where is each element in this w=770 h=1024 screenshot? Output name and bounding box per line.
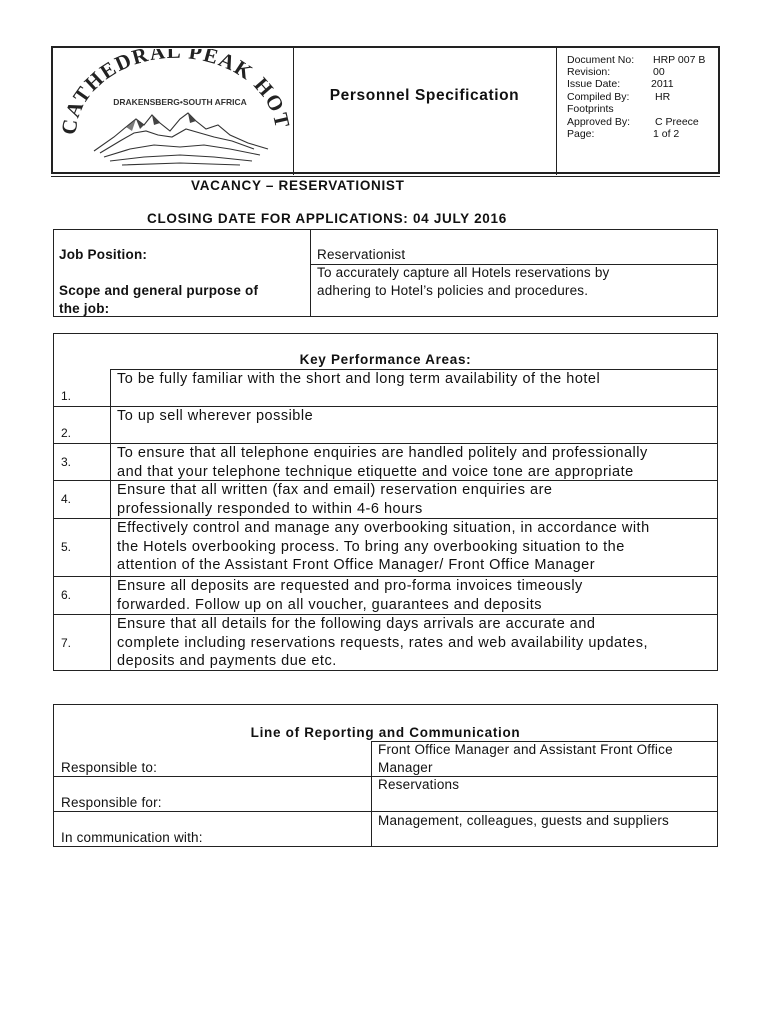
responsible-to-label: Responsible to: [61, 760, 158, 775]
kpa-number-divider [110, 369, 111, 671]
meta-page-value: 1 of 2 [653, 128, 680, 140]
job-position-value: Reservationist [317, 247, 406, 262]
kpa-row-number: 6. [61, 588, 72, 602]
header-bottom-rule [51, 176, 720, 177]
kpa-row-text: professionally responded to within 4-6 hours [117, 500, 423, 517]
meta-document-no-value: HRP 007 B [653, 54, 706, 66]
meta-approved-by-value: C Preece [655, 116, 699, 128]
hotel-logo-graphic [54, 49, 292, 173]
responsible-to-value-line-1: Front Office Manager and Assistant Front Office [378, 742, 673, 757]
responsible-for-value: Reservations [378, 777, 460, 792]
document-title: Personnel Specification [329, 87, 520, 104]
kpa-row-text: deposits and payments due etc. [117, 653, 337, 669]
scope-label-line-1: Scope and general purpose of [59, 283, 259, 298]
kpa-row-number: 7. [61, 636, 72, 650]
vacancy-heading: VACANCY – RESERVATIONIST [191, 178, 405, 193]
svg-text:CATHEDRAL PEAK HOTEL: CATHEDRAL PEAK HO [56, 49, 290, 137]
meta-document-no-label: Document No: [567, 54, 635, 66]
meta-compiled-by-label: Compiled By: [567, 91, 630, 103]
scope-value-line-2: adhering to Hotel’s policies and procedures. [317, 283, 589, 298]
closing-date-heading: CLOSING DATE FOR APPLICATIONS: 04 JULY 2016 [147, 211, 507, 226]
kpa-row-text: To up sell wherever possible [117, 408, 314, 424]
kpa-row-number: 4. [61, 492, 72, 506]
hotel-logo [54, 49, 292, 173]
kpa-row-text: Ensure all deposits are requested and pro-forma invoices timeously [117, 578, 583, 594]
kpa-row-text: To be fully familiar with the short and long term availability of the hotel [117, 371, 601, 387]
scope-label-line-2: the job: [59, 301, 110, 316]
kpa-row-text: the Hotels overbooking process. To bring any overbooking situation to the [117, 538, 625, 555]
scope-value-line-1: To accurately capture all Hotels reservations by [317, 265, 610, 280]
kpa-row-number: 1. [61, 389, 72, 403]
header-divider-right [556, 47, 557, 175]
meta-approved-by-label: Approved By: [567, 116, 631, 128]
svg-text:DRAKENSBERG•SOUTH AFRICA: DRAKENSBERG•SOUTH AFRICA [113, 97, 247, 107]
kpa-row-text: attention of the Assistant Front Office Manager/ Front Office Manager [117, 557, 596, 573]
kpa-heading: Key Performance Areas: [299, 352, 472, 367]
kpa-row-text: Ensure that all details for the following days arrivals are accurate and [117, 616, 596, 632]
kpa-row-text: complete including reservations requests, rates and web availability updates, [117, 634, 648, 651]
kpa-row-text: Ensure that all written (fax and email) reservation enquiries are [117, 482, 553, 498]
meta-page-label: Page: [567, 128, 595, 140]
responsible-to-value-line-2: Manager [378, 760, 433, 775]
reporting-heading: Line of Reporting and Communication [250, 725, 521, 740]
meta-compiled-by-value: HR [655, 91, 671, 103]
meta-issue-date-label: Issue Date: [567, 78, 621, 90]
meta-issue-date-value: 2011 [651, 78, 674, 90]
in-communication-with-value: Management, colleagues, guests and suppliers [378, 813, 669, 828]
kpa-row-text: forwarded. Follow up on all voucher, guarantees and deposits [117, 596, 542, 613]
job-table-divider [310, 229, 311, 317]
meta-revision-label: Revision: [567, 66, 611, 78]
meta-compiled-by-extra: Footprints [567, 103, 614, 115]
kpa-row-number: 3. [61, 455, 72, 469]
in-communication-with-label: In communication with: [61, 830, 203, 845]
kpa-row-number: 5. [61, 540, 72, 554]
job-position-label: Job Position: [59, 247, 148, 262]
meta-revision-value: 00 [653, 66, 665, 78]
header-divider-left [293, 47, 294, 175]
responsible-for-label: Responsible for: [61, 795, 162, 810]
kpa-row-number: 2. [61, 426, 72, 440]
kpa-row-text: To ensure that all telephone enquiries are handled politely and professionally [117, 445, 648, 461]
kpa-row-text: Effectively control and manage any overbooking situation, in accordance with [117, 520, 650, 536]
reporting-rule-2 [53, 811, 718, 812]
reporting-value-divider [371, 741, 372, 847]
kpa-row-text: and that your telephone technique etiquette and voice tone are appropriate [117, 463, 634, 480]
